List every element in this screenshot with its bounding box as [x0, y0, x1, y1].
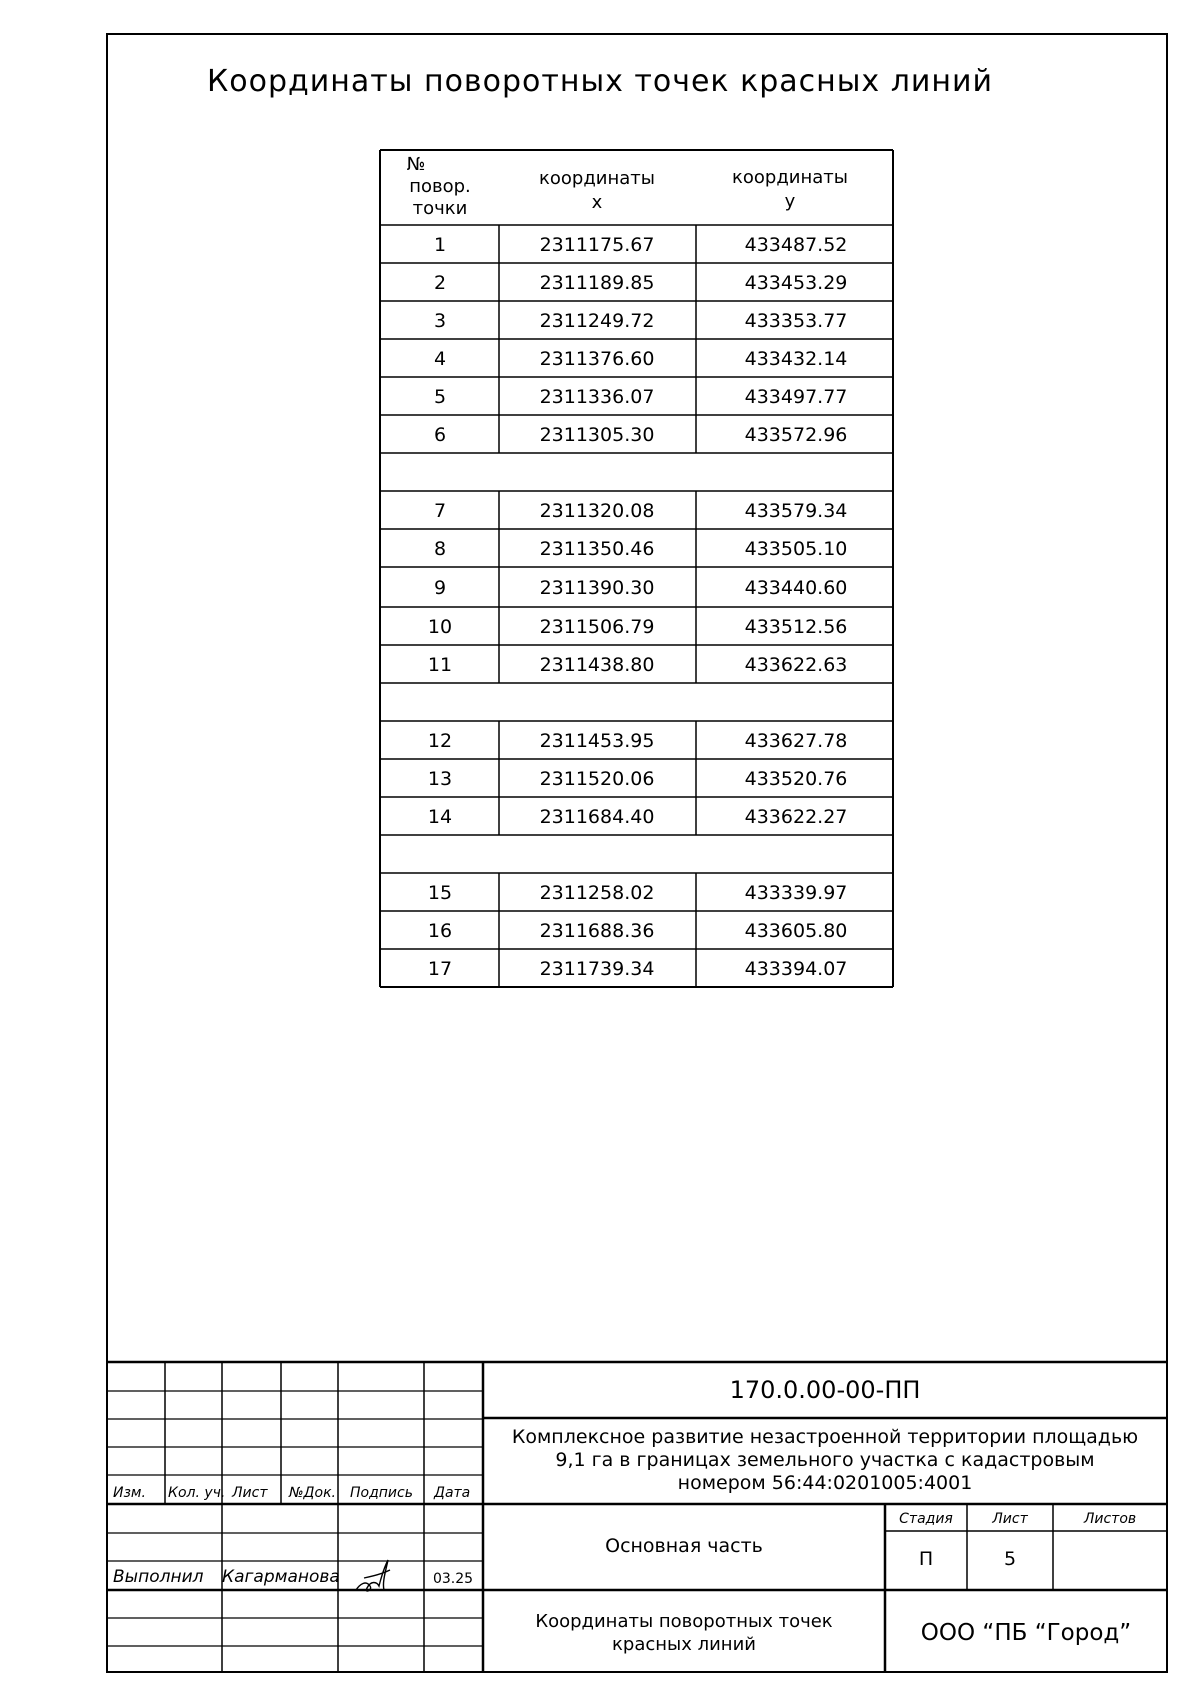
header-point-number: повор.	[409, 176, 471, 197]
coord-y-value: 433440.60	[744, 577, 848, 599]
signature-icon	[356, 1560, 390, 1591]
coord-x-value: 2311390.30	[539, 577, 655, 599]
sheet-number: 5	[1003, 1548, 1017, 1570]
coord-x-value: 2311520.06	[539, 768, 655, 790]
coord-x-value: 2311453.95	[539, 730, 655, 752]
coord-y-value: 433487.52	[744, 234, 848, 256]
point-number: 16	[427, 920, 453, 942]
point-number: 4	[433, 348, 447, 370]
header-coord-x: координаты	[539, 168, 655, 189]
point-number: 3	[433, 310, 447, 332]
header-coord-x: x	[591, 192, 603, 213]
point-number: 15	[427, 882, 453, 904]
point-number: 13	[427, 768, 453, 790]
point-number: 6	[433, 424, 447, 446]
coord-x-value: 2311688.36	[539, 920, 655, 942]
stamp-date: 03.25	[432, 1571, 474, 1587]
coord-x-value: 2311376.60	[539, 348, 655, 370]
stamp-column-label: Подпись	[350, 1485, 413, 1501]
coord-y-value: 433353.77	[744, 310, 848, 332]
stage-value: П	[918, 1548, 934, 1570]
coord-x-value: 2311320.08	[539, 500, 655, 522]
stamp-column-label: Изм.	[113, 1485, 146, 1501]
coord-x-value: 2311684.40	[539, 806, 655, 828]
header-point-number: точки	[412, 198, 468, 219]
sheet-label: Лист	[992, 1511, 1028, 1527]
stamp-column-label: №Док.	[289, 1485, 336, 1501]
point-number: 7	[433, 500, 447, 522]
coord-y-value: 433497.77	[744, 386, 848, 408]
stage-label: Стадия	[899, 1511, 953, 1527]
coord-y-value: 433453.29	[744, 272, 848, 294]
coord-x-value: 2311175.67	[539, 234, 655, 256]
coord-x-value: 2311350.46	[539, 538, 655, 560]
coord-x-value: 2311305.30	[539, 424, 655, 446]
sheets-label: Листов	[1083, 1511, 1137, 1527]
project-name: Комплексное развитие незастроенной территории площадью	[511, 1426, 1139, 1448]
point-number: 5	[433, 386, 447, 408]
coord-x-value: 2311249.72	[539, 310, 655, 332]
point-number: 12	[427, 730, 453, 752]
document-part: Основная часть	[605, 1535, 763, 1557]
sheet-title: красных линий	[612, 1634, 756, 1655]
coord-y-value: 433432.14	[744, 348, 848, 370]
organization-name: ООО “ПБ “Город”	[920, 1620, 1132, 1646]
header-coord-y: координаты	[732, 167, 848, 188]
point-number: 2	[433, 272, 447, 294]
coord-y-value: 433394.07	[744, 958, 848, 980]
document-code: 170.0.00-00-ПП	[729, 1376, 921, 1404]
point-number: 9	[433, 577, 447, 599]
project-name: 9,1 га в границах земельного участка с кадастровым	[555, 1449, 1095, 1471]
coord-x-value: 2311336.07	[539, 386, 655, 408]
stamp-column-label: Кол. уч.	[168, 1485, 226, 1501]
stamp-column-label: Дата	[434, 1485, 471, 1501]
coord-x-value: 2311438.80	[539, 654, 655, 676]
coord-x-value: 2311258.02	[539, 882, 655, 904]
coord-x-value: 2311189.85	[539, 272, 655, 294]
point-number: 17	[427, 958, 453, 980]
coord-y-value: 433339.97	[744, 882, 848, 904]
point-number: 14	[427, 806, 453, 828]
page-title: Координаты поворотных точек красных линий	[206, 64, 994, 99]
point-number: 11	[427, 654, 453, 676]
coord-y-value: 433572.96	[744, 424, 848, 446]
point-number: 8	[433, 538, 447, 560]
stamp-author-name: Кагарманова	[222, 1567, 340, 1587]
coord-y-value: 433579.34	[744, 500, 848, 522]
header-point-number: №	[406, 154, 426, 175]
coord-y-value: 433520.76	[744, 768, 848, 790]
coord-y-value: 433512.56	[744, 616, 848, 638]
point-number: 1	[433, 234, 447, 256]
project-name: номером 56:44:0201005:4001	[677, 1472, 973, 1494]
coord-y-value: 433622.27	[744, 806, 848, 828]
coord-y-value: 433605.80	[744, 920, 848, 942]
coord-y-value: 433622.63	[744, 654, 848, 676]
point-number: 10	[427, 616, 453, 638]
stamp-role: Выполнил	[113, 1567, 204, 1587]
coord-x-value: 2311506.79	[539, 616, 655, 638]
coord-x-value: 2311739.34	[539, 958, 655, 980]
stamp-column-label: Лист	[232, 1485, 268, 1501]
sheet-title: Координаты поворотных точек	[535, 1611, 833, 1632]
coord-y-value: 433627.78	[744, 730, 848, 752]
header-coord-y: y	[784, 191, 796, 212]
coord-y-value: 433505.10	[744, 538, 848, 560]
